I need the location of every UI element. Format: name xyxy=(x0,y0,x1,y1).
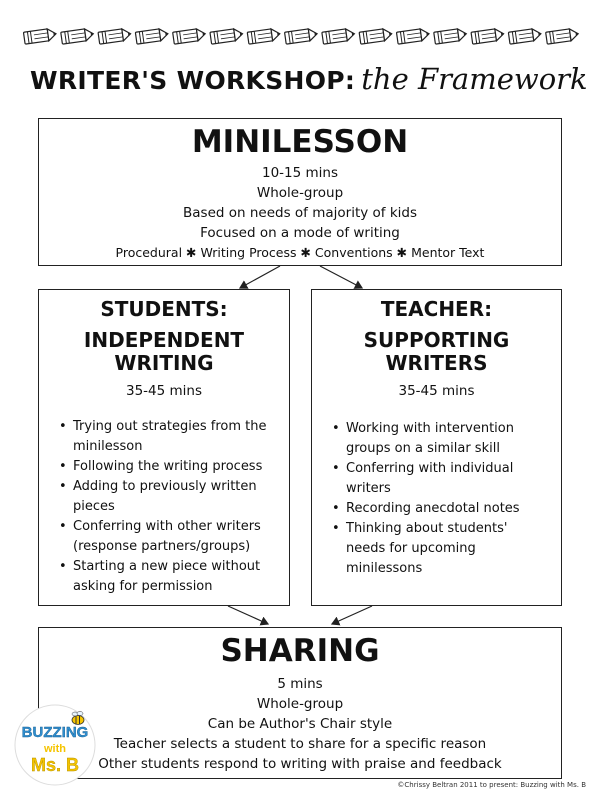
logo-line2: with xyxy=(44,743,66,755)
list-item: • Conferring with individual writers xyxy=(332,459,549,499)
teacher-heading-line1: TEACHER: xyxy=(380,297,493,321)
list-item: • Following the writing process xyxy=(59,457,279,477)
students-heading xyxy=(39,298,289,375)
minilesson-line: Procedural ✱ Writing Process ✱ Conventions ✱ Mentor Text xyxy=(115,244,485,260)
list-item: • Starting a new piece without asking for permission xyxy=(59,557,279,597)
logo-line3: Ms. B xyxy=(30,755,80,775)
minilesson-line: Focused on a mode of writing xyxy=(200,224,400,241)
sharing-line: Teacher selects a student to share for a specific reason xyxy=(113,735,487,752)
list-item: • Trying out strategies from the minilesson xyxy=(59,417,279,457)
pencil-border-decoration xyxy=(22,20,582,50)
students-mins: 35-45 mins xyxy=(125,383,202,399)
minilesson-line: Based on needs of majority of kids xyxy=(183,204,417,221)
minilesson-heading: MINILESSON xyxy=(191,124,409,160)
sharing-line: 5 mins xyxy=(277,675,323,692)
pencil-icon xyxy=(546,28,579,44)
pencil-icon xyxy=(61,28,94,44)
sharing-line: Whole-group xyxy=(256,695,344,712)
page-title xyxy=(30,62,588,96)
pencil-icon xyxy=(135,28,168,44)
minilesson-details xyxy=(39,163,561,263)
teacher-box xyxy=(311,289,562,606)
buzzing-logo xyxy=(12,702,98,788)
sharing-line: Can be Author's Chair style xyxy=(207,715,393,732)
students-heading-line2: INDEPENDENT WRITING xyxy=(83,328,245,375)
minilesson-box xyxy=(38,118,562,266)
students-box xyxy=(38,289,290,606)
list-item: • Conferring with other writers (response partners/groups) xyxy=(59,517,279,557)
teacher-list xyxy=(332,419,549,579)
pencil-icon xyxy=(508,28,541,44)
sharing-box xyxy=(38,627,562,779)
minilesson-line: Whole-group xyxy=(256,184,344,201)
pencil-icon xyxy=(396,28,429,44)
students-list xyxy=(59,417,279,597)
pencil-icon xyxy=(434,28,467,44)
copyright-notice: ©Chrissy Beltran 2011 to present: Buzzing with Ms. B xyxy=(397,781,586,789)
pencil-icon xyxy=(23,28,56,44)
title-caps: WRITER'S WORKSHOP: xyxy=(30,66,356,95)
teacher-mins: 35-45 mins xyxy=(398,383,475,399)
arrow-teacher-to-sharing xyxy=(332,606,372,624)
list-item: • Thinking about students' needs for upcoming minilessons xyxy=(332,519,549,579)
list-item: • Working with intervention groups on a similar skill xyxy=(332,419,549,459)
sharing-details xyxy=(39,674,561,774)
arrow-students-to-sharing xyxy=(228,606,268,624)
pencil-icon xyxy=(247,28,280,44)
arrow-minilesson-to-teacher xyxy=(320,266,362,288)
sharing-line: Other students respond to writing with praise and feedback xyxy=(98,755,502,772)
minilesson-line: 10-15 mins xyxy=(261,164,338,181)
list-item: • Recording anecdotal notes xyxy=(332,499,549,519)
pencil-icon xyxy=(322,28,355,44)
logo-line1: BUZZING xyxy=(21,724,89,741)
list-item: • Adding to previously written pieces xyxy=(59,477,279,517)
arrow-minilesson-to-students xyxy=(240,266,280,288)
title-script: the Framework xyxy=(361,62,588,96)
students-heading-line1: STUDENTS: xyxy=(100,297,228,321)
bee-icon xyxy=(72,712,84,725)
pencil-icon xyxy=(210,28,243,44)
pencil-icon xyxy=(173,28,206,44)
teacher-heading xyxy=(312,298,561,375)
pencil-icon xyxy=(98,28,131,44)
sharing-heading: SHARING xyxy=(220,633,380,669)
pencil-icon xyxy=(285,28,318,44)
teacher-heading-line2: SUPPORTING WRITERS xyxy=(363,328,510,375)
pencil-icon xyxy=(471,28,504,44)
pencil-icon xyxy=(359,28,392,44)
